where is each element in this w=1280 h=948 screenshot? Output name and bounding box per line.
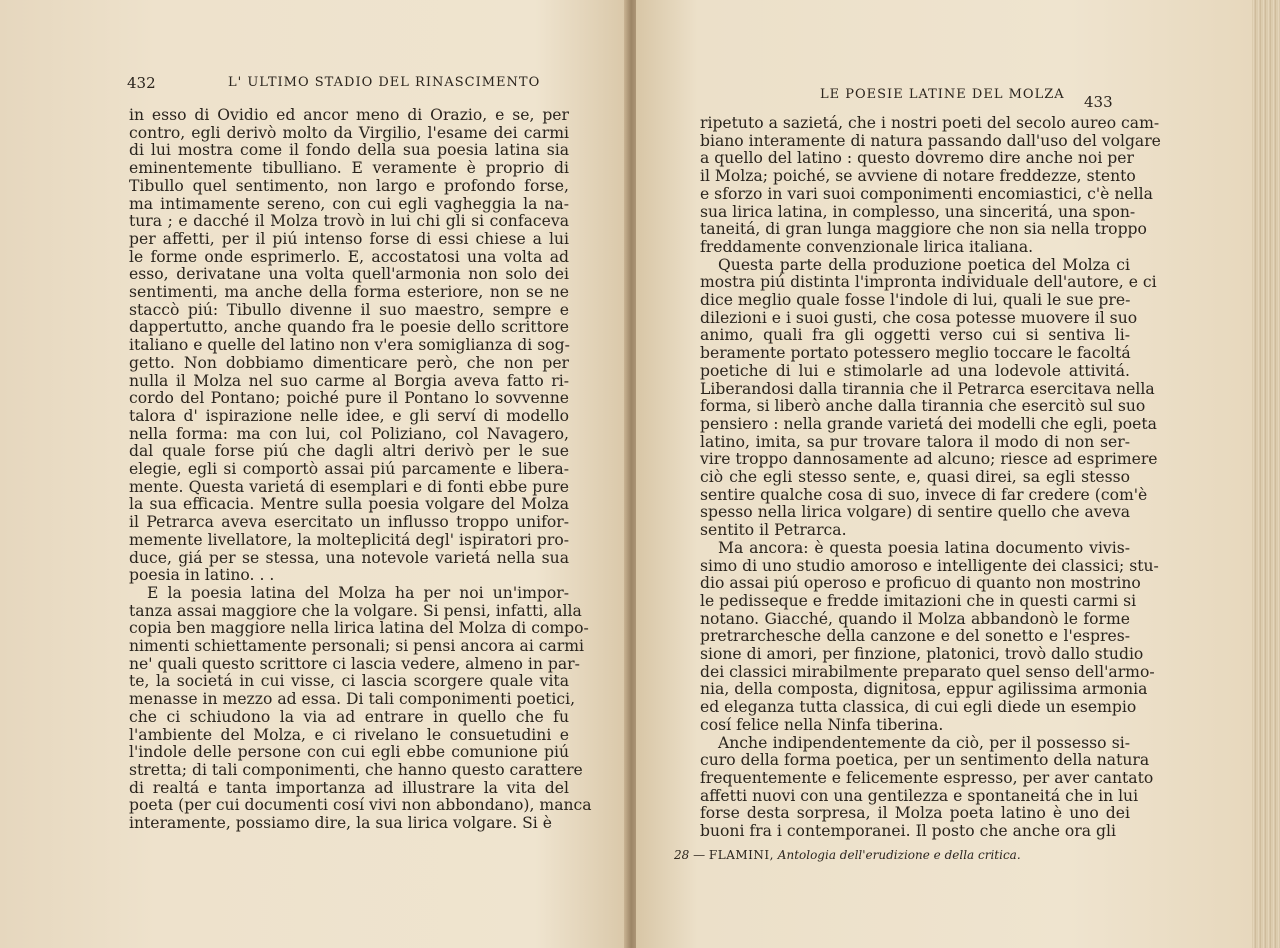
text-line: Liberandosi dalla tirannia che il Petrarca esercitava nella	[700, 379, 1155, 398]
text-line: frequentemente e felicemente espresso, per aver cantato	[700, 768, 1154, 787]
text-line: il Petrarca aveva esercitato un influsso troppo unifor-	[129, 513, 569, 532]
text-line: nella forma: ma con lui, col Poliziano, col Navagero,	[129, 424, 569, 443]
text-line: notano. Giacché, quando il Molza abbandonò le forme	[700, 609, 1130, 628]
text-line: sione di amori, per finzione, platonici, trovò dallo studio	[700, 645, 1144, 663]
text-line: ma intimamente sereno, con cui egli vagheggia la na-	[129, 194, 569, 213]
text-line: pretrarchesche della canzone e del sonetto e l'espres-	[700, 627, 1130, 646]
text-line: nimenti schiettamente personali; si pensi ancora ai carmi	[129, 637, 585, 655]
text-line: buoni fra i contemporanei. Il posto che anche ora gli	[700, 822, 1116, 840]
text-line: sua lirica latina, in complesso, una sinceritá, una spon-	[700, 202, 1136, 221]
running-head: L' ULTIMO STADIO DEL RINASCIMENTO	[228, 75, 541, 90]
text-line: memente livellatore, la molteplicitá degl' ispiratori pro-	[129, 530, 569, 549]
text-line: freddamente convenzionale lirica italiana.	[700, 237, 1034, 256]
text-line: esso, derivatane una volta quell'armonia non solo dei	[129, 265, 569, 284]
text-line: stretta; di tali componimenti, che hanno questo carattere	[129, 760, 583, 779]
text-line: l'indole delle persone con cui egli ebbe comunione piú	[129, 743, 569, 762]
text-line: poesia in latino. . .	[129, 566, 275, 585]
text-line: animo, quali fra gli oggetti verso cui si sentiva li-	[700, 326, 1130, 345]
text-line: cosí felice nella Ninfa tiberina.	[700, 715, 944, 734]
text-line: Anche indipendentemente da ciò, per il possesso si-	[718, 733, 1130, 752]
text-line: ciò che egli stesso sente, e, quasi direi, sa egli stesso	[700, 468, 1130, 486]
text-line: di realtá e tanta importanza ad illustrare la vita del	[129, 778, 569, 797]
text-line: Ma ancora: è questa poesia latina documento vivis-	[718, 538, 1130, 557]
text-line: ripetuto a sazietá, che i nostri poeti del secolo aureo cam-	[700, 114, 1160, 132]
text-line: contro, egli derivò molto da Virgilio, l'esame dei carmi	[129, 123, 569, 142]
text-line: le forme onde esprimerlo. E, accostatosi una volta ad	[129, 247, 569, 266]
text-line: forse desta sorpresa, il Molza poeta latino è uno dei	[700, 804, 1130, 823]
footnote-author: FLAMINI,	[708, 848, 774, 862]
text-line: nulla il Molza nel suo carme al Borgia aveva fatto ri-	[129, 371, 569, 390]
text-line: tanza assai maggiore che la volgare. Si pensi, infatti, alla	[129, 601, 582, 620]
text-line: sentire qualche cosa di suo, invece di far credere (com'è	[700, 485, 1148, 504]
page-number: 433	[1084, 93, 1113, 111]
text-line: dio assai piú operoso e proficuo di quanto non mostrino	[700, 574, 1141, 593]
text-line: mostra piú distinta l'impronta individuale dell'autore, e ci	[700, 273, 1157, 292]
text-line: duce, giá per se stessa, una notevole varietá nella sua	[129, 548, 569, 567]
text-line: e sforzo in vari suoi componimenti encomiastici, c'è nella	[700, 184, 1153, 203]
text-line: menasse in mezzo ad essa. Di tali componimenti poetici,	[129, 690, 576, 709]
text-line: che ci schiudono la via ad entrare in quello che fu	[129, 707, 569, 726]
text-line: sentimenti, ma anche della forma esteriore, non se ne	[129, 283, 569, 301]
text-line: in esso di Ovidio ed ancor meno di Orazio, e se, per	[129, 106, 569, 124]
text-line: dappertutto, anche quando fra le poesie dello scrittore	[129, 318, 569, 337]
text-line: tura ; e dacché il Molza trovò in lui chi gli si confaceva	[129, 212, 569, 231]
page-edges	[1252, 0, 1280, 948]
text-line: Questa parte della produzione poetica del Molza ci	[718, 255, 1130, 274]
text-line: dal quale forse piú che dagli altri derivò per le sue	[129, 442, 569, 461]
text-line: biano interamente di natura passando dall'uso del volgare	[700, 131, 1161, 150]
text-line: la sua efficacia. Mentre sulla poesia volgare del Molza	[129, 495, 569, 514]
footnote-number: 28 —	[674, 848, 706, 862]
left-page	[0, 0, 630, 948]
text-line: le pedisseque e fredde imitazioni che in questi carmi si	[700, 591, 1137, 610]
running-head: LE POESIE LATINE DEL MOLZA	[820, 87, 1065, 102]
text-line: ne' quali questo scrittore ci lascia vedere, almeno in par-	[129, 654, 580, 673]
text-line: ed eleganza tutta classica, di cui egli diede un esempio	[700, 698, 1137, 717]
text-line: l'ambiente del Molza, e ci rivelano le consuetudini e	[129, 725, 569, 744]
text-line: taneitá, di gran lunga maggiore che non sia nella troppo	[700, 220, 1147, 239]
text-line: forma, si liberò anche dalla tirannia che esercitò sul suo	[700, 397, 1146, 416]
text-line: staccò piú: Tibullo divenne il suo maestro, sempre e	[129, 300, 569, 319]
text-line: getto. Non dobbiamo dimenticare però, che non per	[129, 353, 569, 372]
text-line: dice meglio quale fosse l'indole di lui, quali le sue pre-	[700, 291, 1131, 309]
text-line: sentito il Petrarca.	[700, 521, 847, 540]
text-line: mente. Questa varietá di esemplari e di fonti ebbe pure	[129, 477, 569, 496]
text-line: simo di uno studio amoroso e intelligente dei classici; stu-	[700, 556, 1159, 575]
text-line: dilezioni e i suoi gusti, che cosa potesse muovere il suo	[700, 308, 1138, 327]
text-line: poetiche di lui e stimolarle ad una lodevole attivitá.	[700, 361, 1130, 380]
text-line: talora d' ispirazione nelle idee, e gli serví di modello	[129, 406, 569, 425]
text-line: latino, imita, sa pur trovare talora il modo di non ser-	[700, 432, 1130, 451]
text-line: Tibullo quel sentimento, non largo e profondo forse,	[129, 176, 569, 195]
text-line: poeta (per cui documenti cosí vivi non abbondano), manca	[129, 796, 592, 815]
text-line: interamente, possiamo dire, la sua lirica volgare. Si è	[129, 814, 552, 832]
text-line: a quello del latino : questo dovremo dire anche noi per	[700, 149, 1134, 168]
text-line: per affetti, per il piú intenso forse di essi chiese a lui	[129, 229, 569, 248]
text-line: elegie, egli si comportò assai piú parcamente e libera-	[129, 460, 569, 478]
text-line: copia ben maggiore nella lirica latina del Molza di compo-	[129, 619, 589, 638]
text-line: eminentemente tibulliano. E veramente è proprio di	[129, 159, 569, 178]
text-line: affetti nuovi con una gentilezza e spontaneitá che in lui	[700, 786, 1139, 805]
text-line: il Molza; poiché, se avviene di notare freddezze, stento	[700, 167, 1136, 186]
footnote-title: Antologia dell'erudizione e della critica.	[777, 848, 1021, 862]
signature-footnote	[674, 848, 1021, 862]
text-line: curo della forma poetica, per un sentimento della natura	[700, 751, 1150, 770]
text-line: te, la societá in cui visse, ci lascia scorgere quale vita	[129, 672, 569, 691]
text-line: di lui mostra come il fondo della sua poesia latina sia	[129, 141, 569, 160]
text-line: cordo del Pontano; poiché pure il Pontano lo sovvenne	[129, 389, 569, 408]
text-line: italiano e quelle del latino non v'era somiglianza di sog-	[129, 336, 570, 355]
text-line: spesso nella lirica volgare) di sentire quello che aveva	[700, 503, 1130, 522]
text-line: pensiero : nella grande varietá dei modelli che egli, poeta	[700, 414, 1157, 433]
text-line: beramente portato potessero meglio toccare le facoltá	[700, 344, 1131, 363]
text-line: dei classici mirabilmente preparato quel senso dell'armo-	[700, 662, 1155, 681]
right-page	[636, 0, 1252, 948]
page-number: 432	[127, 74, 156, 92]
text-line: nia, della composta, dignitosa, eppur agilissima armonia	[700, 680, 1148, 699]
text-line: E la poesia latina del Molza ha per noi un'impor-	[147, 583, 569, 602]
text-line: vire troppo dannosamente ad alcuno; riesce ad esprimere	[700, 450, 1158, 469]
